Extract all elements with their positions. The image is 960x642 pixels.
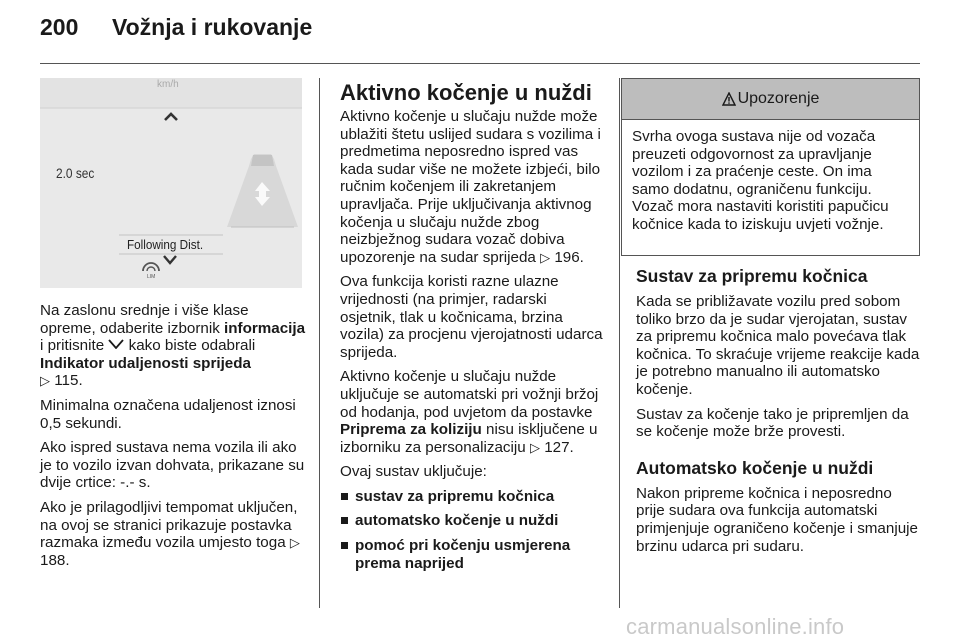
bullet-icon <box>341 493 348 500</box>
time-gap-value: 2.0 sec <box>56 165 95 181</box>
page-number: 200 <box>40 14 79 40</box>
instrument-display-image <box>40 78 302 288</box>
page-ref-icon: ▷ <box>540 249 551 265</box>
paragraph: Aktivno kočenje u slučaju nužde uključuje se automatski pri vožnji bržoj od hodanja, pod uvjetom da postavke Priprema za koliziju nisu isključene u izborniku za personalizaciju ▷ 127. <box>340 368 599 456</box>
paragraph: Na zaslonu srednje i više klase opreme, odaberite izbornik informacija i pritisnite kako biste odabrali Indikator udaljenosti sprijeda ▷ 115. <box>40 302 306 390</box>
page-ref-icon: ▷ <box>289 535 300 551</box>
chevron-down-icon <box>164 256 176 263</box>
list-item: sustav za pripremu kočnica <box>340 488 604 506</box>
lim-label: LIM <box>147 274 156 280</box>
vehicle-ahead-icon <box>251 155 274 166</box>
header-rule <box>40 63 920 64</box>
warning-box <box>621 78 920 256</box>
page-ref-icon: ▷ <box>40 373 50 389</box>
warning-title: Upozorenje <box>737 90 820 107</box>
paragraph: Ako je prilagodljivi tempomat uključen, na ovoj se stranici prikazuje postavka razmaka između vozila umjesto toga ▷ 188. <box>40 498 300 569</box>
page-ref: 188. <box>40 551 70 569</box>
list-item: automatsko kočenje u nuždi <box>340 512 604 530</box>
chevron-up-icon <box>165 114 177 120</box>
speed-unit-label: km/h <box>157 79 179 90</box>
paragraph: Minimalna označena udaljenost iznosi 0,5 sekundi. <box>40 396 296 432</box>
following-distance-label: Following Dist. <box>127 237 204 252</box>
page-ref: 127. <box>544 438 574 456</box>
paragraph: Ako ispred sustava nema vozila ili ako je to vozilo izvan dohvata, prikazane su dvije crtice: -.- s. <box>40 439 305 492</box>
page-ref-icon: ▷ <box>529 439 540 455</box>
watermark: carmanualsonline.info <box>626 614 845 639</box>
list-item: pomoć pri kočenju usmjerena prema naprijed <box>340 537 604 572</box>
warning-triangle-icon <box>722 92 736 106</box>
section-heading: Aktivno kočenje u nuždi <box>340 80 592 105</box>
column-divider-left <box>319 78 320 608</box>
paragraph: Nakon pripreme kočnica i neposredno prije sudara ova funkcija automatski primjenjuje ograničeno kočenje i smanjuje brzinu udarca pri sudaru. <box>636 484 918 555</box>
paragraph: Sustav za kočenje tako je pripremljen da se kočenje može brže provesti. <box>636 405 909 441</box>
display-graphic <box>40 78 302 288</box>
paragraph: Ova funkcija koristi razne ulazne vrijednosti (na primjer, radarski osjetnik, tlak u kočnicama, brzina vozila) za procjenu vjerojatnosti udarca sprijeda. <box>340 273 603 361</box>
paragraph: Ovaj sustav uključuje: <box>340 463 487 481</box>
setting-name: Priprema za koliziju <box>340 421 482 439</box>
warning-text: Svrha ovoga sustava nije od vozača preuzeti odgovornost za upravljanje vozilom i za praćenje ceste. On ima samo dodatnu, ograničenu funkciju. Vozač mora nastaviti koristiti papučicu kočnice kada to iziskuju uvjeti vožnje. <box>632 128 889 233</box>
subsection-heading: Automatsko kočenje u nuždi <box>636 457 874 478</box>
column-divider-right <box>619 78 620 608</box>
middle-column <box>340 108 604 579</box>
bullet-icon <box>341 517 348 524</box>
page-ref: 196. <box>554 248 584 266</box>
page-ref: 115. <box>54 372 83 390</box>
page-title: Vožnja i rukovanje <box>112 14 313 40</box>
bullet-icon <box>341 542 348 549</box>
chevron-down-icon <box>108 339 124 349</box>
warning-header <box>622 79 919 120</box>
menu-name: informacija <box>224 319 306 337</box>
paragraph: Aktivno kočenje u slučaju nužde može ublažiti štetu uslijed sudara s vozilima i predmetima neposredno ispred vas kada sudar više ne možete izbjeći, bilo ručnim kočenjem ili zakretanjem upravljača. Prije uključivanja aktivnog kočenja u slučaju nužde zbog neizbježnog sudara vozač dobiva upozorenje na sudar sprijeda ▷ 196. <box>340 108 601 266</box>
right-column <box>636 266 920 562</box>
indicator-name: Indikator udaljenosti sprijeda <box>40 354 251 372</box>
subsection-heading: Sustav za pripremu kočnica <box>636 266 868 286</box>
left-column <box>40 302 306 576</box>
paragraph: Kada se približavate vozilu pred sobom toliko brzo da je sudar vjerojatan, sustav za pripremu kočnica malo povećava tlak kočnica. To skraćuje vrijeme reakcije kada je potrebno manualno ili automatsko kočenje. <box>636 293 920 398</box>
feature-list <box>340 488 604 572</box>
